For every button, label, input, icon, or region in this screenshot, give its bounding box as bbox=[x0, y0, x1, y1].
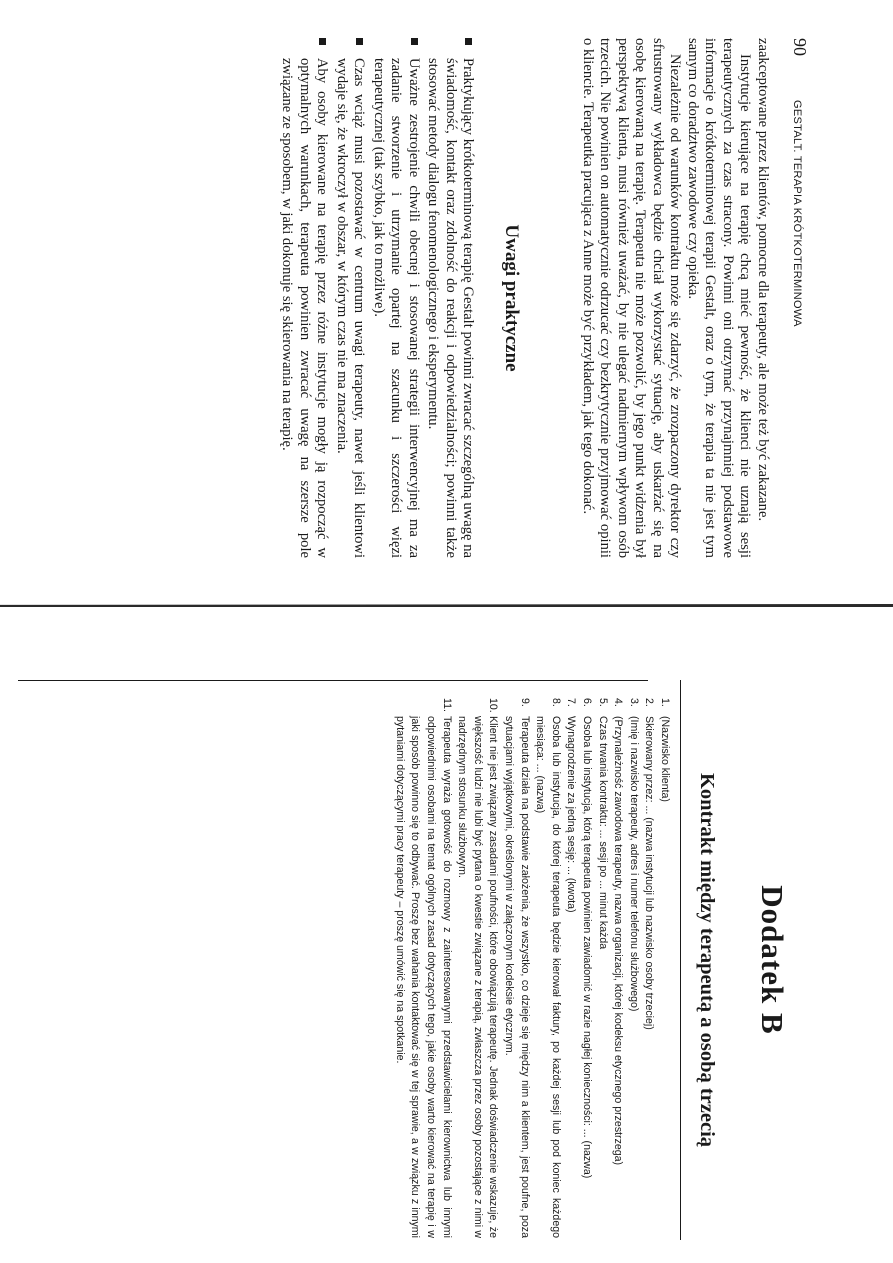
item-text: (Przynależność zawodowa terapeuty, nazwa organizacji, której kodeksu etycznego przestrzega) bbox=[612, 716, 625, 1166]
contract-item bbox=[641, 698, 657, 1238]
appendix-title: Dodatek B bbox=[755, 885, 790, 1035]
contract-list bbox=[391, 680, 672, 1240]
item-text: Klient nie jest związany zasadami poufności, które obowiązują terapeutę. Jednak doświadczenie wskazuje, że większość ludzi nie lubi być pytana o kwestie związane z terapią, zwłaszcza przez osoby pozostające z nimi w nadrzędnym stosunku służbowym. bbox=[456, 716, 500, 1238]
item-text: Wynagrodzenie za jedną sesję: ... (kwota) bbox=[565, 716, 578, 913]
contract-item bbox=[594, 698, 610, 1238]
page-90 bbox=[110, 38, 810, 558]
contract-item bbox=[391, 698, 453, 1238]
item-text: Terapeuta działa na podstawie założenia, że wszystko, co dzieje się między nim a klientem, jest poufne, poza sytuacjami wyjątkowymi, określonymi w załączonym kodeksie etycznym. bbox=[503, 716, 531, 1238]
bullet-square-icon bbox=[466, 38, 473, 45]
running-header bbox=[789, 38, 810, 558]
contract-item bbox=[532, 698, 563, 1238]
appendix-subtitle: Kontrakt między terapeutą a osobą trzecią bbox=[696, 772, 718, 1148]
item-text: Czas trwania kontraktu: ... sesji po ... minut każda bbox=[596, 716, 609, 950]
item-number: 7. bbox=[565, 698, 578, 707]
item-number: 10. bbox=[487, 698, 500, 713]
practical-notes-list bbox=[278, 38, 477, 558]
bullet-square-icon bbox=[320, 38, 327, 45]
item-text: (Nazwisko klienta) bbox=[659, 716, 671, 802]
page-number: 90 bbox=[790, 38, 810, 56]
contract-item bbox=[625, 698, 641, 1238]
item-number: 11. bbox=[440, 698, 453, 712]
list-item-text: Aby osoby kierowane na terapię przez różne instytucje mogły ją rozpocząć w optymalnych warunkach, terapeuta powinien zwracać uwagę na szersze pole związane ze sposobem, w jaki dokonuje się skierowania na terapię. bbox=[279, 58, 331, 558]
bullet-square-icon bbox=[357, 38, 364, 45]
contract-item bbox=[454, 698, 501, 1238]
item-number: 8. bbox=[549, 698, 562, 707]
item-number: 6. bbox=[581, 698, 594, 707]
item-text: (Imię i nazwisko terapeuty, adres i numer telefonu służbowego) bbox=[627, 716, 640, 1012]
item-number: 9. bbox=[518, 698, 531, 707]
list-item-text: Praktykujący krótkoterminową terapię Gestalt powinni zwracać szczególną uwagę na świadomość, kontakt oraz zdolność do reakcji i odpowiedzialności; powinni także stosować metody dialogu fenomenologicznego i eksperymentu. bbox=[425, 58, 477, 558]
item-text: Skierowany przez: ... (nazwa instytucji lub nazwisko osoby trzeciej) bbox=[643, 716, 656, 1030]
contract-item bbox=[500, 698, 531, 1238]
item-text: Osoba lub instytucja, do której terapeuta będzie kierował faktury, po każdej sesji lub pod koniec każdego miesiąca: ... (nazwa) bbox=[534, 716, 562, 1238]
list-item bbox=[370, 38, 423, 558]
item-number: 4. bbox=[612, 698, 625, 707]
contract-item bbox=[656, 698, 672, 1238]
list-item-text: Czas wciąż musi pozostawać w centrum uwagi terapeuty, nawet jeśli klientowi wydaje się, że wkroczył w obszar, w którym czas nie ma znaczenia. bbox=[334, 58, 368, 558]
item-text: Osoba lub instytucja, którą terapeuta powinien zawiadomić w razie nagłej konieczności: ... (nazwa) bbox=[581, 716, 594, 1179]
contract-item bbox=[578, 698, 594, 1238]
running-title: GESTALT. TERAPIA KRÓTKOTERMINOWA bbox=[791, 100, 803, 327]
appendix-page bbox=[30, 680, 790, 1240]
item-number: 2. bbox=[643, 698, 656, 707]
list-item bbox=[333, 38, 368, 558]
section-heading: Uwagi praktyczne bbox=[501, 224, 523, 372]
bullet-square-icon bbox=[411, 38, 418, 45]
page-divider bbox=[0, 604, 893, 607]
list-item bbox=[278, 38, 331, 558]
item-text: Terapeuta wyraża gotowość do rozmowy z zainteresowanymi przedstawicielami kierownictwa lub innymi odpowiednimi osobami na temat ogólnych zasad dotyczących tego, jakie osoby warto kierować na terapię i w jaki sposób powinno się to odbywać. Proszę bez wahania kontaktować się w tej sprawie, a w związku z innymi pytaniami dotyczącymi pracy terapeuty – proszę umówić się na spotkanie. bbox=[393, 716, 453, 1238]
contract-box bbox=[391, 680, 681, 1240]
contract-item bbox=[610, 698, 626, 1238]
item-number: 3. bbox=[627, 698, 640, 707]
list-item bbox=[424, 38, 477, 558]
paragraph: Niezależnie od warunków kontraktu może się zdarzyć, że zrozpaczony dyrektor czy sfrustrowany wykładowca będzie chciał wykorzystać sytuację, aby uskarżać się na osobę kierowaną na terapię. Terapeuta nie może pozwolić, by jego punkt widzenia był perspektywą klienta, musi również uważać, by nie ulegać nadmiernym wpływom osób trzecich. Nie powinien on automatycznie odrzucać czy bezkrytycznie przyjmować opinii o kliencie. Terapeutka pracująca z Anne może być przykładem, jak tego dokonać. bbox=[580, 38, 684, 558]
item-number: 5. bbox=[596, 698, 609, 707]
contract-item bbox=[563, 698, 579, 1238]
item-number: 1. bbox=[659, 698, 671, 707]
list-item-text: Uważne zestrojenie chwili obecnej i stosowanej strategii interwencyjnej ma za zadanie stworzenie i utrzymanie opartej na szacunku i szczerości więzi terapeutycznej (tak szybko, jak to możliwe). bbox=[371, 58, 422, 558]
paragraph: zaakceptowane przez klientów, pomocne dla terapeuty, ale może też być zakazane. bbox=[755, 38, 771, 522]
body-text bbox=[579, 38, 772, 558]
paragraph: Instytucje kierujące na terapię chcą mieć pewność, że klienci nie uznają sesji terapeutycznych za czas stracony. Powinni oni otrzymać przynajmniej podstawowe informacje o krótkoterminowej terapii Gestalt, oraz o tym, że terapia ta nie jest tym samym co doradztwo zawodowe czy opieka. bbox=[685, 38, 754, 558]
